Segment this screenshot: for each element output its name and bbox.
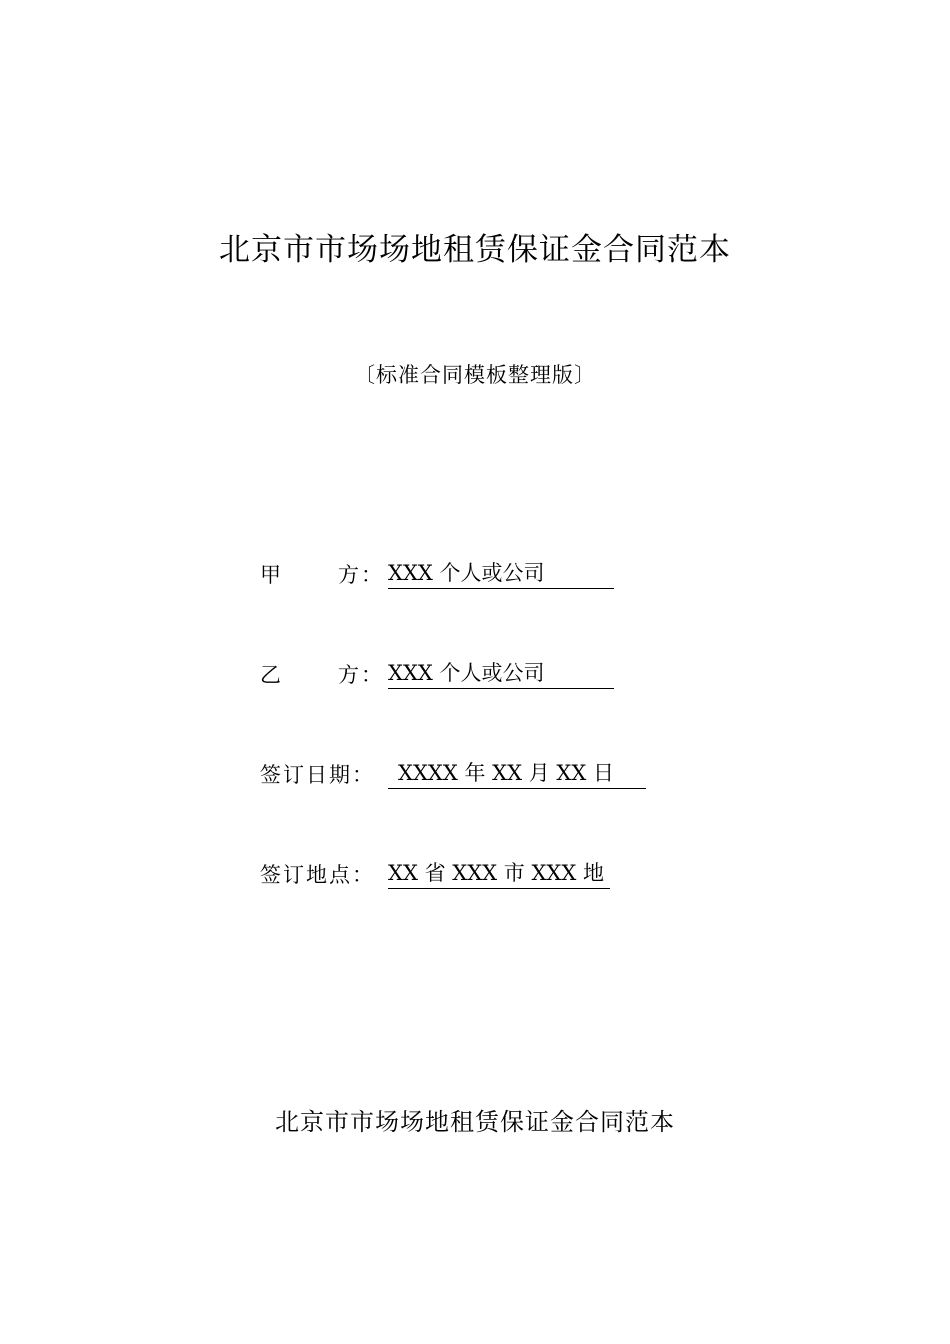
party-b-value: XXX 个人或公司 bbox=[388, 658, 614, 689]
sign-place-row bbox=[260, 858, 610, 892]
document-subtitle: 〔标准合同模板整理版〕 bbox=[354, 363, 596, 387]
sign-date-row bbox=[260, 758, 646, 792]
sign-place-label: 签订地点： bbox=[260, 863, 375, 887]
document-title: 北京市市场场地租赁保证金合同范本 bbox=[219, 232, 731, 268]
party-b-label bbox=[260, 658, 388, 692]
footer-title: 北京市市场场地租赁保证金合同范本 bbox=[275, 1108, 675, 1136]
party-a-value: XXX 个人或公司 bbox=[388, 558, 614, 589]
sign-date-value: XXXX 年 XX 月 XX 日 bbox=[388, 758, 646, 789]
party-a-label bbox=[260, 558, 388, 592]
party-a-row bbox=[260, 558, 614, 592]
party-b-row bbox=[260, 658, 614, 692]
party-a-label-first: 甲 bbox=[260, 563, 283, 587]
party-a-label-last: 方： bbox=[338, 563, 384, 587]
sign-place-value: XX 省 XXX 市 XXX 地 bbox=[388, 858, 610, 889]
sign-date-label: 签订日期： bbox=[260, 763, 375, 787]
party-b-label-last: 方： bbox=[338, 663, 384, 687]
party-b-label-first: 乙 bbox=[260, 663, 283, 687]
